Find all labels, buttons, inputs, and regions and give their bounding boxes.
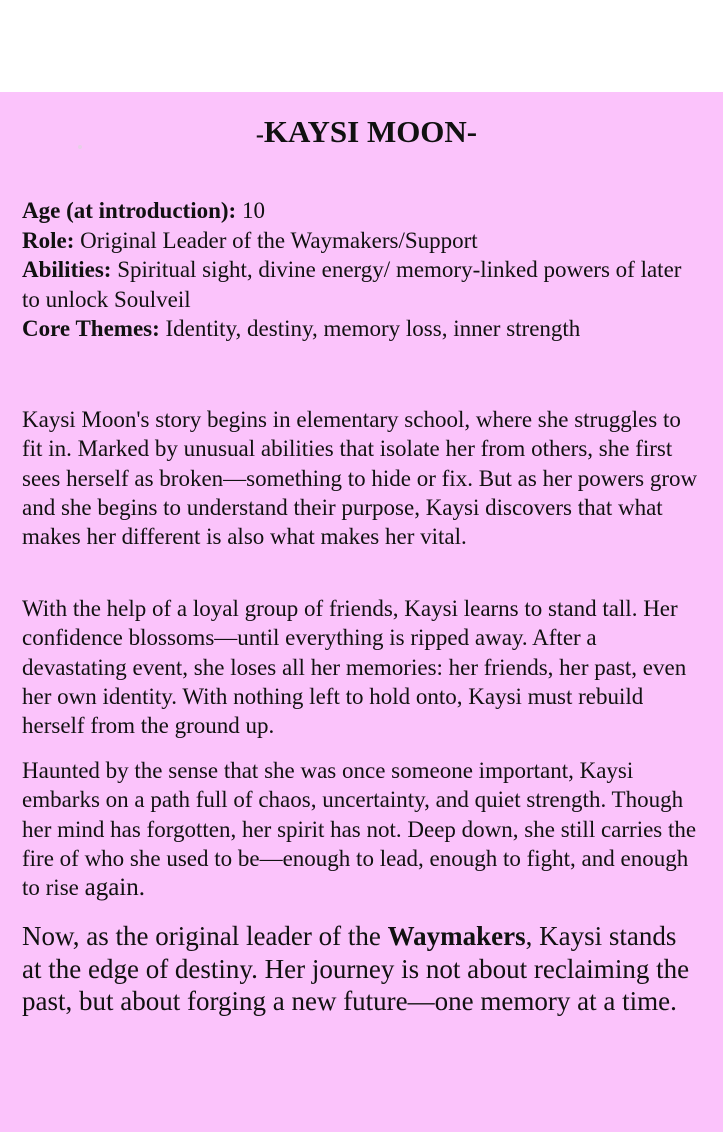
info-value: Original Leader of the Waymakers/Support xyxy=(74,227,478,253)
info-label: Core Themes: xyxy=(22,316,160,341)
info-age xyxy=(22,196,702,226)
story-paragraph-4-end: , Kaysi stands at the edge of destiny. Her journey is not about reclaiming the past, but about forging a new future—one memory at a time. xyxy=(22,921,690,1016)
title-prefix: - xyxy=(255,122,264,148)
character-card xyxy=(0,92,723,1132)
waymakers-emphasis: Waymakers xyxy=(387,921,526,951)
info-value: 10 xyxy=(236,198,265,223)
story-paragraph-3 xyxy=(22,756,702,902)
info-role xyxy=(22,226,702,256)
story-paragraph-1: Kaysi Moon's story begins in elementary school, where she struggles to fit in. Marked by unusual abilities that isolate her from others, she first sees herself as broken—something to hide or fix. But as her powers grow and she begins to understand their purpose, Kaysi discovers that what makes her different is also what makes her vital. xyxy=(22,407,698,550)
story-paragraph-4 xyxy=(22,920,702,1018)
page-title xyxy=(0,114,723,153)
story-paragraph-4-start: Now, as the original leader of the xyxy=(22,921,388,951)
character-info xyxy=(22,196,702,344)
info-label: Age (at introduction): xyxy=(22,198,237,223)
story-paragraph-3-text: Haunted by the sense that she was once someone important, Kaysi embarks on a path full of chaos, uncertainty, and quiet strength. Though her mind has forgotten, her spirit has not. Deep down, she still carries the fire of who she used to be—enough to lead, enough to fight, and enough to rise xyxy=(22,758,697,901)
info-value: Spiritual sight, divine energy/ memory-linked powers of later to unlock Soulveil xyxy=(22,257,682,312)
info-abilities xyxy=(22,255,702,314)
info-label: Role: xyxy=(22,227,75,253)
title-text: KAYSI MOON- xyxy=(263,114,478,149)
story-paragraph-2: With the help of a loyal group of friends, Kaysi learns to stand tall. Her confidence blossoms—until everything is ripped away. After a devastating event, she loses all her memories: her friends, her past, even her own identity. With nothing left to hold onto, Kaysi must rebuild herself from the ground up. xyxy=(22,596,687,739)
info-value: Identity, destiny, memory loss, inner strength xyxy=(159,316,581,341)
story-paragraph-3-end: again. xyxy=(84,874,145,902)
info-core-themes xyxy=(22,314,702,344)
info-label: Abilities: xyxy=(22,257,112,282)
